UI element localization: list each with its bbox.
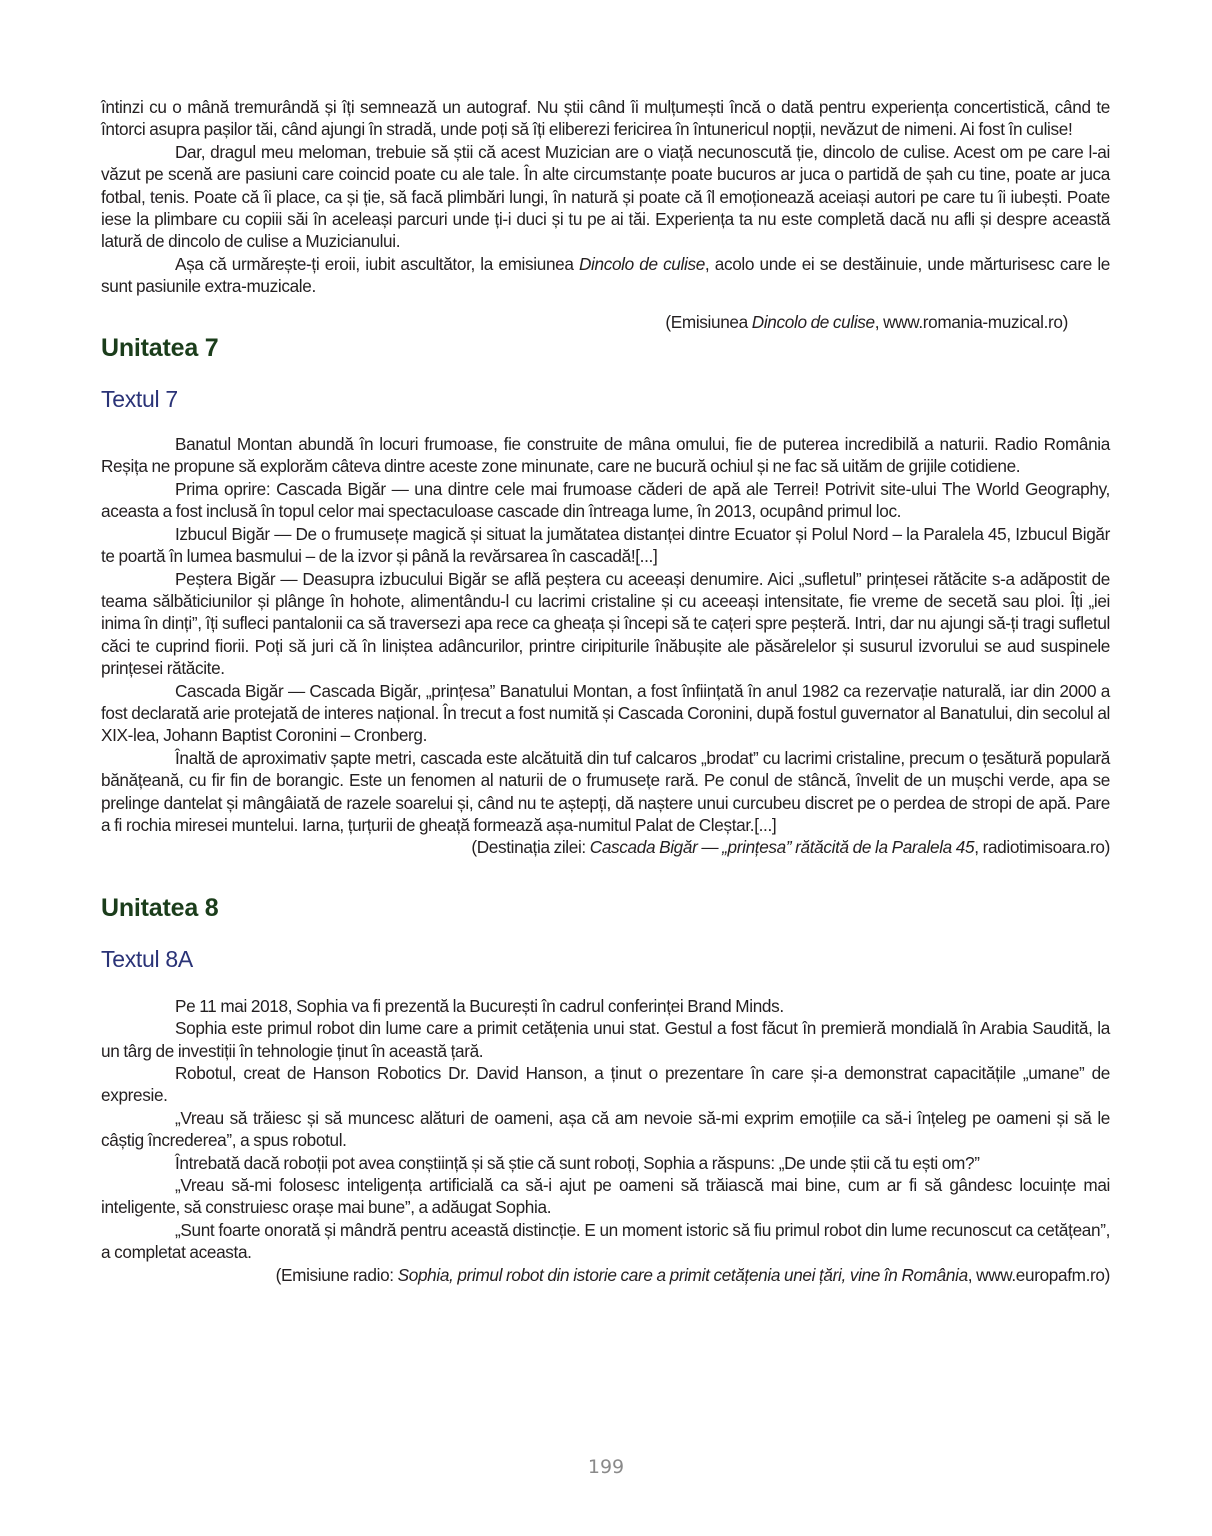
unit-8-source-citation: (Emisiune radio: Sophia, primul robot din istorie care a primit cetățenia unei țări, vine în România, www.europafm.ro) bbox=[275, 1264, 1110, 1285]
intro-paragraph-3: Așa că urmărește-ți eroii, iubit ascultător, la emisiunea Dincolo de culise, acolo unde ei se destăinuie, unde mărturisesc care le sunt pasiunile extra-muzicale. bbox=[101, 253, 1111, 297]
unit-7-paragraph-2: Prima oprire: Cascada Bigăr — una dintre cele mai frumoase căderi de apă ale Terrei! Potrivit site-ului The World Geography, aceasta a fost inclusă în topul celor mai spectaculoase cascade din întreaga lume, în 2013, ocupând primul loc. bbox=[101, 478, 1110, 522]
unit-7-paragraph-4: Peștera Bigăr — Deasupra izbucului Bigăr se află peștera cu aceeași denumire. Aici „sufletul” prințesei rătăcite s-a adăpostit de teama sălbăticiunilor și plânge în hohote, alimentându-l cu lacrimi cristaline și cu aceeași intensitate, fie vreme de secetă sau ploi. Îți „iei inima în dinți”, îți sufleci pantalonii ca să traversezi apa rece ca gheața și începi să te cațeri spre peșteră. Intri, dar nu ajungi să-ți tragi sufletul căci te cuprind fiorii. Poți să juri că în liniștea adâncurilor, printre ciripiturile înăbușite ale păsărelelor și susurul izvorului se aud suspinele prințesei rătăcite. bbox=[101, 568, 1110, 679]
unit-8-section bbox=[101, 893, 1110, 1286]
unit-8-paragraph-4: „Vreau să trăiesc și să muncesc alături de oameni, așa că am nevoie să-mi exprim emoțiile ca să-i înțeleg pe oameni și să le câștig încrederea”, a spus robotul. bbox=[101, 1107, 1110, 1151]
intro-source-citation: (Emisiunea Dincolo de culise, www.romania-muzical.ro) bbox=[665, 311, 1068, 332]
unit-7-paragraph-1: Banatul Montan abundă în locuri frumoase, fie construite de mâna omului, fie de puterea incredibilă a naturii. Radio România Reșița ne propune să explorăm câteva dintre aceste zone minunate, care ne bucură ochiul și ne fac să uităm de grijile cotidiene. bbox=[101, 434, 1110, 477]
unit-8-paragraph-5: Întrebată dacă roboții pot avea conștiință și să știe că sunt roboți, Sophia a răspuns: „De unde știi că tu ești om?” bbox=[175, 1152, 980, 1173]
unit-7-source-citation: (Destinația zilei: Cascada Bigăr — „prințesa” rătăcită de la Paralela 45, radiotimisoara.ro) bbox=[471, 837, 1110, 858]
intro-section bbox=[101, 96, 1110, 333]
unit-8-paragraph-1: Pe 11 mai 2018, Sophia va fi prezentă la București în cadrul conferinței Brand Minds. bbox=[175, 995, 784, 1016]
unit-8-paragraph-6: „Vreau să-mi folosesc inteligența artificială ca să-i ajut pe oameni să trăiască mai bine, cum ar fi să gândesc locuințe mai inteligente, să construiesc orașe mai bune”, a adăugat Sophia. bbox=[101, 1175, 1110, 1218]
text-8a-title: Textul 8A bbox=[101, 945, 193, 972]
unit-8-paragraph-2: Sophia este primul robot din lume care a primit cetățenia unui stat. Gestul a fost făcut în premieră mondială în Arabia Saudită, la un târg de investiții în tehnologie ținut în această țară. bbox=[101, 1018, 1110, 1061]
unit-8-paragraph-7: „Sunt foarte onorată și mândră pentru această distincție. E un moment istoric să fiu primul robot din lume recunoscut ca cetățean”, a completat aceasta. bbox=[101, 1219, 1110, 1263]
intro-paragraph-2: Dar, dragul meu meloman, trebuie să știi că acest Muzician are o viață necunoscută ție, dincolo de culise. Acest om pe care l-ai văzut pe scenă are pasiuni care coincid poate cu ale tale. În alte circumstanțe poate bucuros ar juca o partidă de șah cu tine, poate ar juca fotbal, tenis. Poate că îi place, ca și ție, să facă plimbări lungi, în natură și poate că îl emoționează aceiași autori pe care tu îi iubești. Poate iese la plimbare cu copiii săi în aceleași parcuri unde ți-i duci și tu pe ai tăi. Experiența ta nu este completă dacă nu afli și despre această latură de dincolo de culise a Muzicianului. bbox=[101, 141, 1110, 252]
page-number: 199 bbox=[587, 1456, 625, 1478]
unit-7-paragraph-5: Cascada Bigăr — Cascada Bigăr, „prințesa” Banatului Montan, a fost înființată în anul 1982 ca rezervație naturală, iar din 2000 a fost declarată arie protejată de interes național. În trecut a fost numită și Cascada Coronini, după fostul guvernator al Banatului, din secolul al XIX-lea, Johann Baptist Coronini – Cronberg. bbox=[101, 680, 1110, 746]
unit-8-paragraph-3: Robotul, creat de Hanson Robotics Dr. David Hanson, a ținut o prezentare în care și-a demonstrat capacitățile „umane” de expresie. bbox=[101, 1063, 1110, 1106]
text-7-title: Textul 7 bbox=[101, 386, 178, 413]
unit-7-title: Unitatea 7 bbox=[101, 334, 219, 363]
document-page bbox=[101, 96, 1110, 1286]
unit-7-section bbox=[101, 333, 1110, 859]
unit-7-paragraph-6: Înaltă de aproximativ șapte metri, cascada este alcătuită din tuf calcaros „brodat” cu lacrimi cristaline, precum o țesătură populară bănățeană, cu fir fin de borangic. Este un fenomen al naturii de o frumusețe rară. Pe conul de stâncă, învelit de un mușchi verde, apa se prelinge dantelat și mângâiată de razele soarelui și, când nu te aștepți, dă naștere unui curcubeu discret pe o perdea de stropi de apă. Pare a fi rochia miresei muntelui. Iarna, țurțurii de gheață formează așa-numitul Palat de Cleștar.[...] bbox=[101, 747, 1110, 835]
unit-7-paragraph-3: Izbucul Bigăr — De o frumusețe magică și situat la jumătatea distanței dintre Ecuator și Polul Nord – la Paralela 45, Izbucul Bigăr te poartă în lumea basmului – de la izvor și până la revărsarea în cascadă![...] bbox=[101, 523, 1110, 567]
intro-paragraph-1: întinzi cu o mână tremurândă și îți semnează un autograf. Nu știi când îi mulțumești încă o dată pentru experiența concertistică, când te întorci asupra pașilor tăi, când ajungi în stradă, unde poți să îți eliberezi fericirea în întunericul nopții, nevăzut de nimeni. Ai fost în culise! bbox=[101, 97, 1110, 140]
unit-8-title: Unitatea 8 bbox=[101, 893, 219, 922]
